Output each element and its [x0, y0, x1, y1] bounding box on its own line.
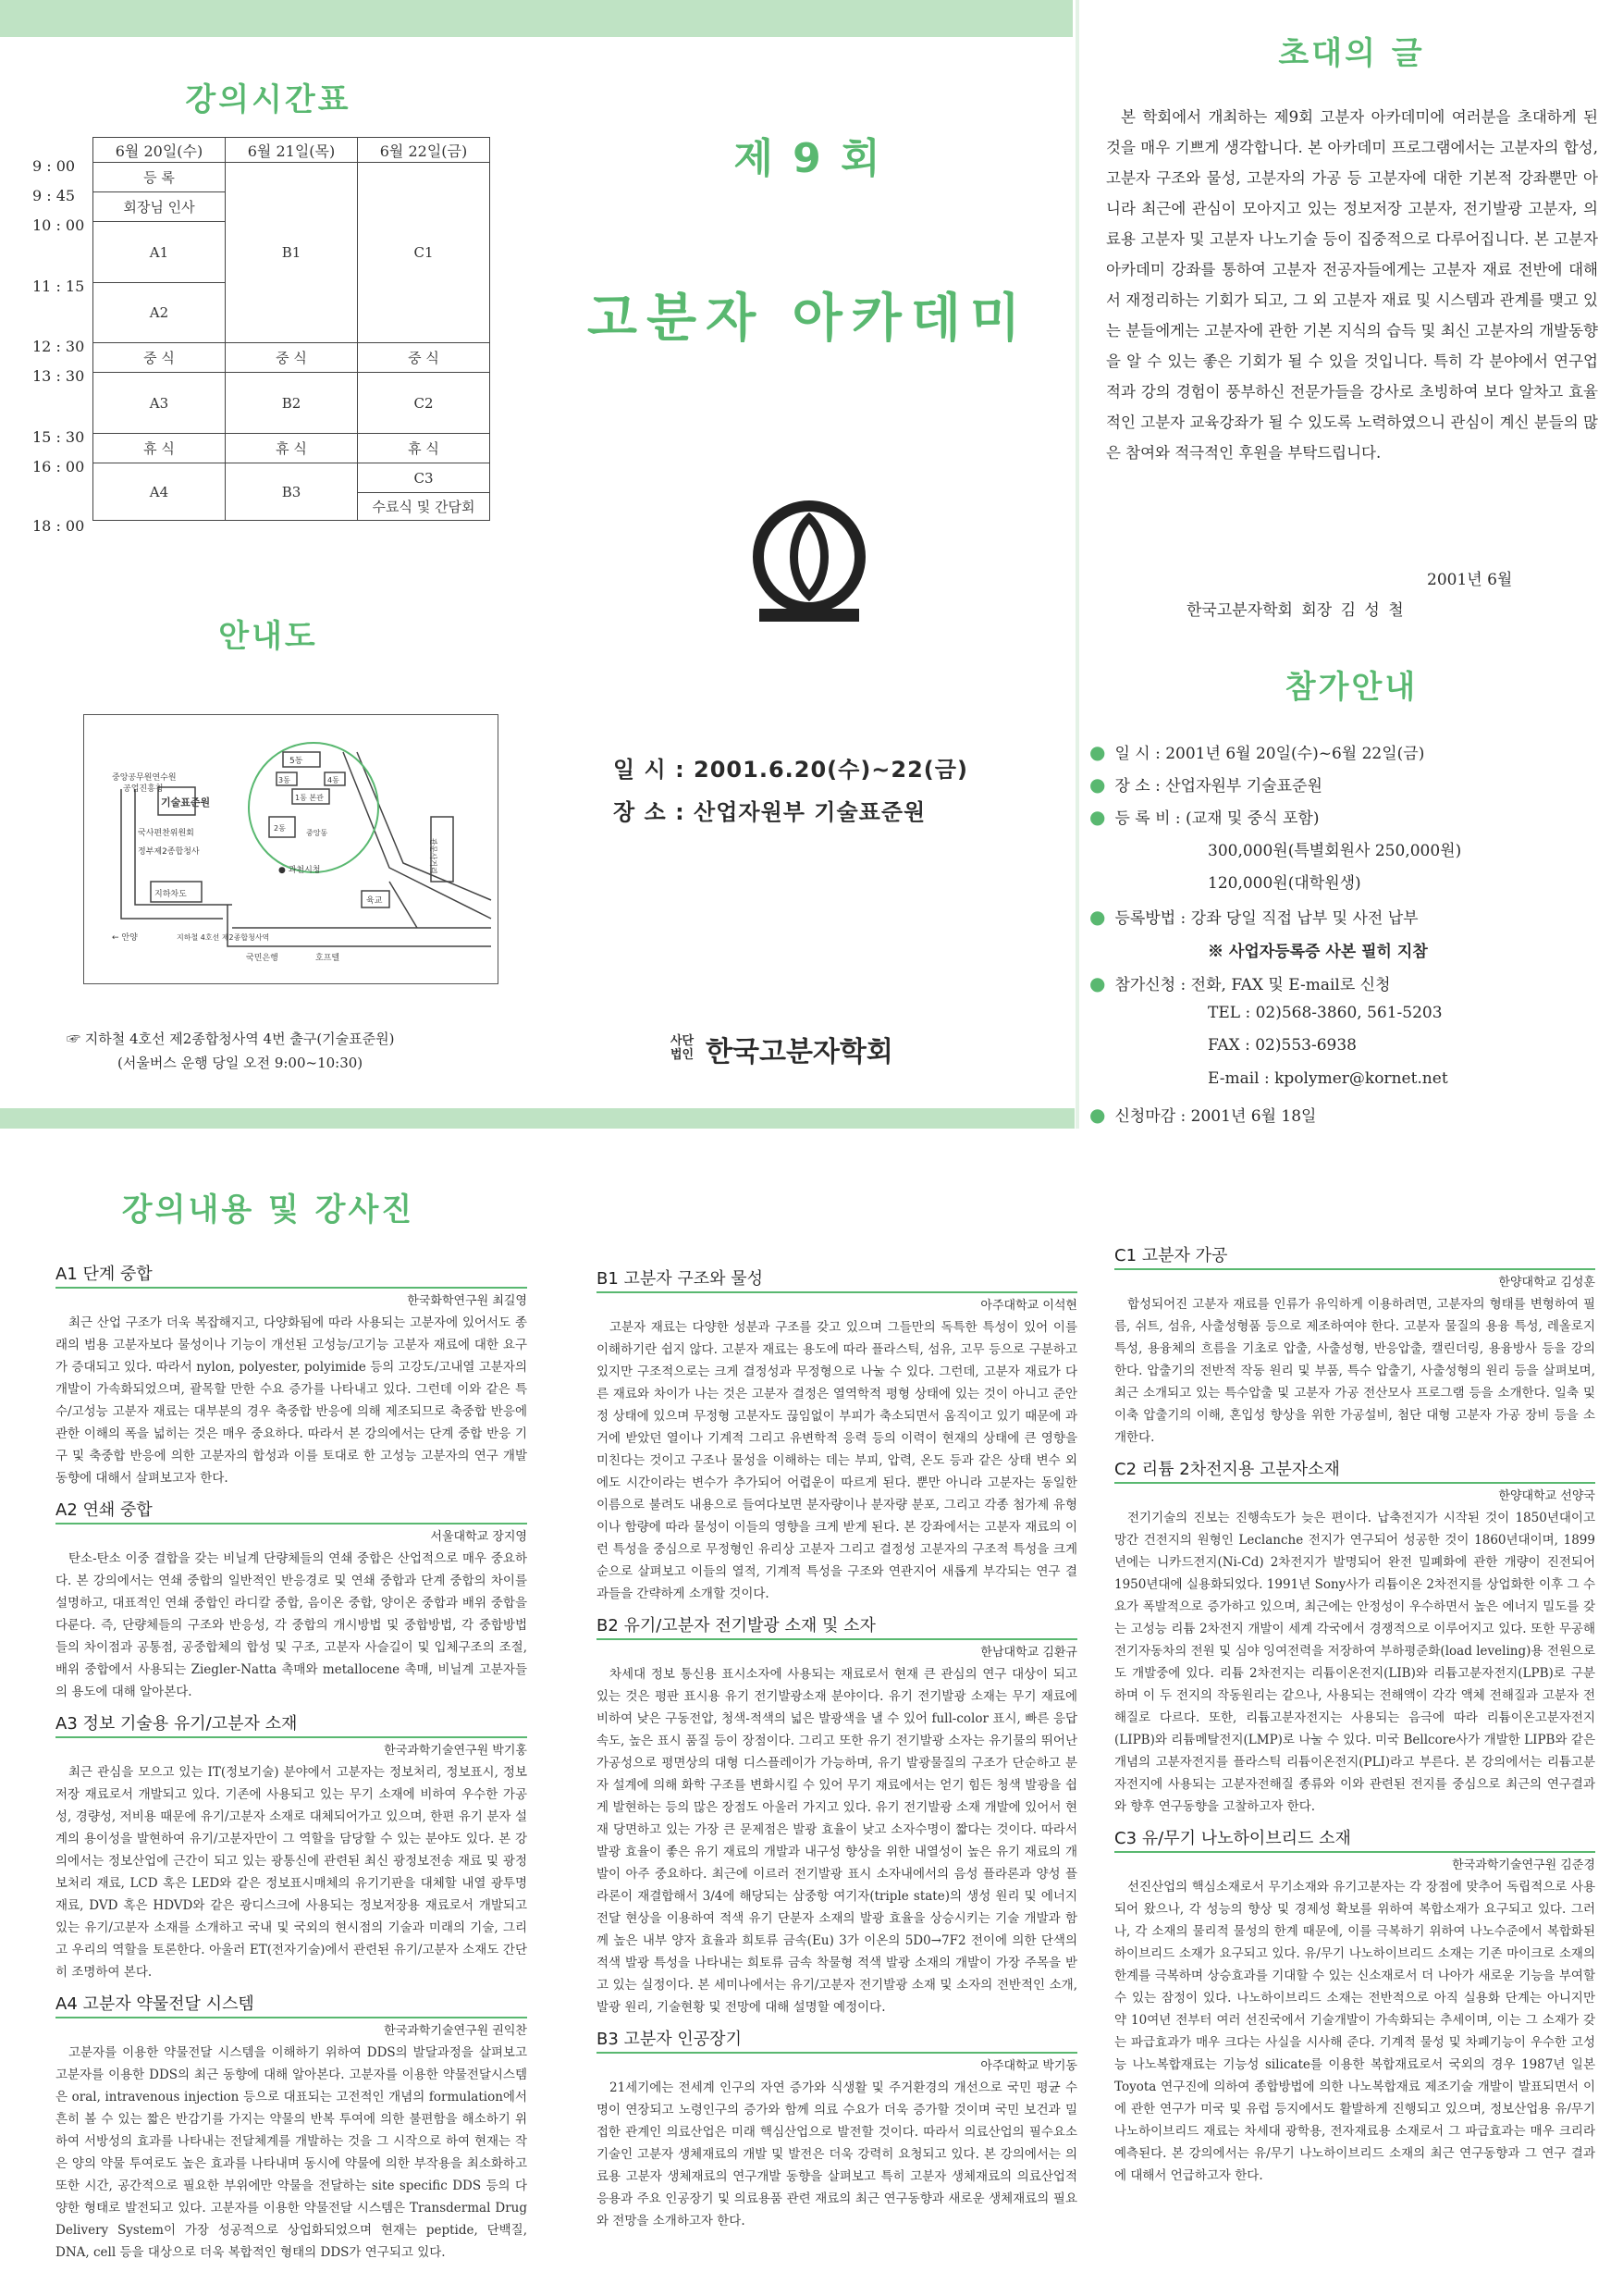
info-fee-1: 300,000원(특별회원사 250,000원)	[1208, 842, 1462, 860]
lecture-b2	[596, 1612, 1077, 2018]
invitation-date: 2001년 6월	[1427, 571, 1513, 589]
info-email: E-mail : kpolymer@kornet.net	[1208, 1069, 1448, 1088]
lecture-author: 아주대학교 박기동	[980, 2059, 1077, 2073]
map-label: 중앙동	[306, 829, 328, 837]
lecture-c1	[1114, 1242, 1595, 1449]
lecture-title: B3 고분자 인공장기	[596, 2026, 1077, 2054]
middle-band	[0, 1108, 1075, 1129]
lecture-author: 아주대학교 이석현	[980, 1299, 1077, 1313]
lecture-b1	[596, 1265, 1077, 1605]
time-label: 18 : 00	[32, 517, 85, 535]
map-label: 4동	[327, 776, 339, 784]
lecture-author: 한국과학기술연구원 권익찬	[384, 2024, 527, 2038]
org-prefix	[670, 1034, 694, 1062]
lecture-title: B2 유기/고분자 전기발광 소재 및 소자	[596, 1612, 1077, 1640]
map-label: 관문사거리	[429, 838, 437, 874]
lecture-body: 선진산업의 핵심소재로서 무기소재와 유기고분자는 각 장점에 맞추어 독립적으로 사용되어 왔으나, 각 성능의 향상 및 경제성 확보를 위하여 복합소재가 요구되고 있다. 그러나, 각 소재의 물리적 물성의 한계 때문에, 이를 극복하기 위하여 나노수준에서 복합화된 하이브리드 소재가 요구되고 있다. 유/무기 나노하이브리드 소재는 기존 마이크로 소재의 한계를 극복하며 상승효과를 기대할 수 있는 신소재로서 더 나아가 새로운 기능을 부여할 수 있는 잠정이 있다. 나노하이브리드 소재는 전반적으로 아직 실용화 단계는 아니지만 약 10여년 전부터 여러 선진국에서 기술개발이 가속화되는 추세이며, 이는 그 소재가 갖는 파급효과가 매우 크다는 사실을 시사해 준다. 기계적 물성 및 차폐기능이 우수한 고성능 나노복합재료는 기능성 silicate를 이용한 복합재료로서 국외의 경우 1987년 일본 Toyota 연구진에 의하여 종합방법에 의한 나노복합재료 제조기술 개발이 발표되면서 이에 관한 연구가 미국 및 유럽 등지에서도 활발하게 진행되고 있으며, 정보산업용 유/무기 나노하이브리드 재료는 차세대 광학용, 전자재료용 소재로서 그 파급효과는 매우 크리라 예측된다. 본 강의에서는 유/무기 나노하이브리드 소재의 최근 연구동향과 그 연구 결과에 대해서 언급하고자 한다.	[1114, 1880, 1595, 2183]
lecture-a1	[55, 1261, 527, 1489]
slot-closing: 수료식 및 간담회	[358, 493, 490, 521]
slot-a2: A2	[93, 283, 226, 343]
time-label: 12 : 30	[32, 338, 85, 355]
time-label: 15 : 30	[32, 428, 85, 446]
lecture-body: 고분자 재료는 다양한 성분과 구조를 갖고 있으며 그들만의 독특한 특성이 있어 이를 이해하기란 쉽지 않다. 고분자 재료는 용도에 따라 플라스틱, 섬유, 고무 등으로 구분하고 있지만 구조적으로는 크게 결정성과 무정형으로 나눌 수 있다. 그런데, 고분자 재료가 다른 재료와 차이가 나는 것은 고분자 결정은 열역학적 평형 상태에 있는 것이 아니고 준안정 상태에 있으며 무정형 고분자도 끊임없이 부피가 축소되면서 움직이고 있기 때문에 과거에 받았던 열이나 기계적 그리고 유변학적 응력 등의 이력이 현재의 상태에 큰 영향을 미친다는 것이고 구조나 물성을 이해하는 데는 부피, 압력, 온도 등과 같은 상태 변수 외에도 시간이라는 변수가 추가되어 어렵운이 따르게 된다. 뿐만 아니라 고분자는 동일한 이름으로 불려도 내용으로 들여다보면 분자량이나 분자량 분포, 그리고 각종 첨가제 유형이나 함량에 따라 물성이 이들의 영향을 크게 받게 된다. 본 강좌에서는 고분자 재료의 이런 특성을 중심으로 무정형인 유리상 고분자 그리고 결정성 고분자의 구조적 특성을 크게 순으로 살펴보고 이들의 열적, 기계적 특성을 구조와 연관지어 새롭게 부각되는 연구 결과들을 간략하게 소개할 것이다.	[596, 1320, 1077, 1601]
time-label: 16 : 00	[32, 458, 85, 475]
time-label: 9 : 45	[32, 187, 76, 204]
lecture-author: 한국과학기술연구원 박기홍	[384, 1744, 527, 1758]
lecture-author: 한양대학교 김성훈	[1498, 1276, 1595, 1290]
info-method-text: 등록방법 : 강좌 당일 직접 납부 및 사전 납부	[1114, 909, 1419, 928]
org-prefix-1: 사단	[670, 1034, 695, 1048]
cover-panel	[539, 56, 1077, 1110]
lecture-body: 고분자를 이용한 약물전달 시스템을 이해하기 위하여 DDS의 발달과정을 살펴보고 고분자를 이용한 DDS의 최근 동향에 대해 알아본다. 고분자를 이용한 약물전달시스템은 oral, intravenous injection 등으로 대표되는 고전적인 개념의 formulation에서 흔히 볼 수 있는 짧은 반감기를 가지는 약물의 반복 투여에 의한 불편함을 해소하기 위하여 서방성의 효과를 나타내는 전달체계를 개발하는 것을 그 시작으로 하여 현재는 작은 양의 약물 투여로도 높은 효과를 나타내며 동시에 약물에 의한 부작용을 최소화하고 또한 시간, 공간적으로 필요한 부위에만 약물을 전달하는 site specific DDS 등의 다양한 형태로 발전되고 있다. 고분자를 이용한 약물전달 시스템은 Transdermal Drug Delivery System이 가장 성공적으로 상업화되었으며 현재는 peptide, 단백질, DNA, cell 등을 대상으로 더욱 복합적인 형태의 DDS가 연구되고 있다.	[55, 2045, 527, 2260]
lecture-c2	[1114, 1456, 1595, 1818]
slot-a3: A3	[93, 373, 226, 434]
info-place-text: 장 소 : 산업자원부 기술표준원	[1114, 777, 1322, 796]
lecture-column-2	[596, 1258, 1077, 2228]
slot-break: 휴 식	[93, 434, 226, 463]
slot-registration: 등 록	[93, 163, 226, 192]
map-label: 5동	[289, 757, 303, 766]
map-label: 지하철 4호선 제2종합청사역	[177, 933, 270, 942]
lecture-title: A3 정보 기술용 유기/고분자 소재	[55, 1710, 527, 1738]
lecture-title: A4 고분자 약물전달 시스템	[55, 1991, 527, 2018]
lecture-title: A1 단계 중합	[55, 1261, 527, 1289]
lectures-title: 강의내용 및 강사진	[121, 1191, 415, 1228]
lecture-author: 한남대학교 김환규	[980, 1646, 1077, 1660]
invitation-panel	[1080, 35, 1623, 1126]
slot-break: 휴 식	[226, 434, 358, 463]
lecture-title: C2 리튬 2차전지용 고분자소재	[1114, 1456, 1595, 1484]
map-label: ← 안양	[112, 933, 138, 943]
slot-c1: C1	[358, 163, 490, 343]
map-caption-line1: ☞ 지하철 4호선 제2종합청사역 4번 출구(기술표준원)	[67, 1031, 395, 1047]
slot-a4: A4	[93, 463, 226, 521]
info-deadline-text: 신청마감 : 2001년 6월 18일	[1114, 1107, 1317, 1126]
slot-a1: A1	[93, 222, 226, 283]
lecture-body: 합성되어진 고분자 재료를 인류가 유익하게 이용하려면, 고분자의 형태를 변형하여 필름, 쉬트, 섬유, 사출성형품 등으로 제조하여야 한다. 고분자 물질의 용융 특성, 레올로지 특성, 용융체의 흐름을 기초로 압출, 사출성형, 반응압출, 캘린더링, 용융방사 등을 강의한다. 압출기의 전반적 작동 원리 및 부품, 특수 압출기, 사출성형의 원리 등을 살펴보며, 최근 소개되고 있는 특수압출 및 고분자 가공 전산모사 프로그램 등을 소개한다. 일축 및 이축 압출기의 이해, 혼입성 향상을 위한 가공설비, 첨단 대형 고분자 가공 장비 등을 소개한다.	[1114, 1297, 1595, 1445]
map-label: 공업진흥청	[123, 784, 164, 794]
edition-label: 제 9 회	[733, 135, 883, 182]
map-label: 육교	[366, 896, 383, 906]
day-header: 6월 22일(금)	[358, 138, 490, 163]
slot-lunch: 중 식	[93, 343, 226, 373]
slot-c3: C3	[358, 463, 490, 493]
map-label: 3동	[278, 776, 290, 784]
map-title: 안내도	[218, 618, 318, 655]
lecture-c3	[1114, 1825, 1595, 2187]
participation-title: 참가안내	[1285, 669, 1419, 706]
info-date: ● 일 시 : 2001년 6월 20일(수)~6월 22일(금)	[1089, 741, 1425, 763]
lecture-body: 최근 산업 구조가 더욱 복잡해지고, 다양화됨에 따라 사용되는 고분자에 있어서도 종래의 범용 고분자보다 물성이나 기능이 개선된 고성능/고기능 고분자 재료에 대한 요구가 증대되고 있다. 따라서 nylon, polyester, polyimide 등의 고강도/고내열 고분자의 개발이 가속화되었으며, 괄목할 만한 수요 증가를 나타내고 있다. 그런데 이와 같은 특수/고성능 고분자 재료는 대부분의 경우 축중합 반응에 의해 제조되므로 축중합 반응에 관한 이해의 폭을 넓히는 것은 매우 중요하다. 따라서 본 강의에서는 단계 중합 반응 기구 및 축중합 반응에 의한 고분자의 합성과 이를 토대로 한 고성능 고분자의 연구 개발 동향에 대해서 살펴보고자 한다.	[55, 1315, 527, 1486]
lecture-title: A2 연쇄 중합	[55, 1497, 527, 1524]
lecture-author: 서울대학교 장지영	[430, 1530, 527, 1544]
info-fee: ● 등 록 비 : (교재 및 중식 포함)	[1089, 806, 1320, 828]
slot-greeting: 회장님 인사	[93, 192, 226, 222]
map-label: 기술표준원	[161, 796, 211, 809]
map-label: 지하차도	[154, 890, 187, 899]
lecture-body: 차세대 정보 통신용 표시소자에 사용되는 재료로서 현재 큰 관심의 연구 대상이 되고 있는 것은 평판 표시용 유기 전기발광소재 분야이다. 유기 전기발광 소재는 무기 재료에 비하여 낮은 구동전압, 청색-적색의 넓은 발광색을 낼 수 있어 full-color 표시, 빠른 응답 속도, 높은 표시 품질 등이 장점이다. 그리고 또한 유기 전기발광 소자는 유기물의 뛰어난 가공성으로 평면상의 대형 디스플레이가 가능하며, 유기 발광물질의 구조가 단순하고 분자 설계에 의해 화학 구조를 변화시킬 수 있어 무기 재료에서는 얻기 힘든 청색 발광을 쉽게 발현하는 등의 많은 장점도 아울러 가지고 있다. 유기 전기발광 소재 개발에 있어서 현재 당면하고 있는 가장 큰 문제점은 발광 효율이 낮고 소자수명이 짧다는 것이다. 따라서 발광 효율이 좋은 유기 재료의 개발과 내구성 향상을 위한 내열성이 높은 유기 재료의 개발이 아주 중요하다. 최근에 이르러 전기발광 표시 소자내에서의 음성 플라론과 양성 플라론이 재결합해서 3/4에 해당되는 삼중항 여기자(triple state)의 생성 원리 및 에너지 전달 현상을 이용하여 적색 유기 단분자 소재의 발광 효율을 상승시키는 기술 개발과 함께 높은 내부 양자 효율과 희토류 금속(Eu) 3가 이온의 5D0→7F2 전이에 의한 단색의 적색 발광 특성을 나타내는 희토류 금속 착물형 적색 발광 소재의 개발이 가장 주목을 받고 있는 실정이다. 본 세미나에서는 유기/고분자 전기발광 소재 및 소자의 전반적인 소개, 발광 원리, 기술현황 및 전망에 대해 설명할 예정이다.	[596, 1667, 1077, 2015]
lecture-a2	[55, 1497, 527, 1703]
map-label: 중앙공무원연수원	[112, 773, 177, 783]
map-label: 국사편찬위원회	[138, 829, 194, 838]
map-label: 정부제2종합청사	[138, 847, 200, 857]
lecture-body: 21세기에는 전세계 인구의 자연 증가와 식생활 및 주거환경의 개선으로 국민 평균 수명이 연장되고 노령인구의 증가와 함께 의료 수요가 더욱 증가할 것이며 국민 보건과 밀접한 관계인 의료산업은 미래 핵심산업으로 발전할 것이다. 따라서 의료산업의 필수요소 기술인 고분자 생체재료의 개발 및 발전은 더욱 강력히 요청되고 있다. 본 강의에서는 의료용 고분자 생체재료의 연구개발 동향을 살펴보고 특히 고분자 생체재료의 의료산업적 응용과 주요 인공장기 및 의료용품 관련 재료의 최근 연구동향과 새로운 생체재료의 필요와 전망을 소개하고자 한다.	[596, 2080, 1077, 2228]
map-label: 1동 본관	[295, 794, 324, 802]
map-label: ● 과천시청	[278, 866, 321, 875]
info-date-text: 일 시 : 2001년 6월 20일(수)~6월 22일(금)	[1114, 745, 1425, 763]
slot-lunch: 중 식	[358, 343, 490, 373]
info-note: ※ 사업자등록증 사본 필히 지참	[1208, 943, 1428, 961]
slot-b3: B3	[226, 463, 358, 521]
lecture-title: C3 유/무기 나노하이브리드 소재	[1114, 1825, 1595, 1853]
map-label: 2동	[274, 824, 286, 833]
slot-c2: C2	[358, 373, 490, 434]
lecture-a4	[55, 1991, 527, 2260]
info-deadline: ● 신청마감 : 2001년 6월 18일	[1089, 1104, 1317, 1126]
lecture-author: 한양대학교 선양국	[1498, 1489, 1595, 1503]
info-fax: FAX : 02)553-6938	[1208, 1036, 1357, 1055]
lecture-b3	[596, 2026, 1077, 2228]
org-name: 한국고분자학회	[706, 1036, 893, 1068]
info-apply: ● 참가신청 : 전화, FAX 및 E-mail로 신청	[1089, 972, 1391, 994]
time-label: 13 : 30	[32, 367, 85, 385]
time-label: 11 : 15	[32, 278, 85, 295]
map-label: 국민은행	[246, 954, 278, 963]
invitation-signature: 한국고분자학회 회장 김 성 철	[1187, 601, 1404, 620]
invitation-title: 초대의 글	[1278, 35, 1425, 72]
map-caption-line2: (서울버스 운행 당일 오전 9:00~10:30)	[117, 1055, 363, 1071]
info-fee-2: 120,000원(대학원생)	[1208, 874, 1361, 893]
info-place: ● 장 소 : 산업자원부 기술표준원	[1089, 773, 1322, 796]
info-method: ● 등록방법 : 강좌 당일 직접 납부 및 사전 납부	[1089, 906, 1419, 928]
lecture-a3	[55, 1710, 527, 1983]
academy-title: 고분자 아카데미	[586, 289, 1030, 349]
info-fee-text: 등 록 비 : (교재 및 중식 포함)	[1114, 809, 1320, 828]
schedule-panel	[0, 56, 536, 1110]
info-apply-text: 참가신청 : 전화, FAX 및 E-mail로 신청	[1114, 976, 1391, 994]
lecture-title: B1 고분자 구조와 물성	[596, 1265, 1077, 1293]
map-drawing	[84, 715, 498, 983]
lecture-body: 탄소-탄소 이중 결합을 갖는 비닐계 단량체들의 연쇄 중합은 산업적으로 매우 중요하다. 본 강의에서는 연쇄 중합의 일반적인 반응경로 및 연쇄 중합과 단계 중합의 차이를 설명하고, 대표적인 연쇄 중합인 라디칼 중합, 음이온 중합, 양이온 중합과 배위 중합을 다룬다. 즉, 단량체들의 구조와 반응성, 각 중합의 개시방법 및 중합방법, 각 중합방법 들의 차이점과 공통점, 공중합체의 합성 및 구조, 고분자 사슬길이 및 입체구조의 조절, 배위 중합에서 사용되는 Ziegler-Natta 촉매와 metallocene 촉매, 비닐계 고분자들의 용도에 대해 알아본다.	[55, 1551, 527, 1699]
time-label: 10 : 00	[32, 216, 85, 234]
lecture-author: 한국화학연구원 최길영	[407, 1294, 527, 1308]
location-map	[83, 714, 498, 984]
time-label: 9 : 00	[32, 157, 76, 175]
schedule-title: 강의시간표	[185, 81, 351, 118]
slot-break: 휴 식	[358, 434, 490, 463]
slot-lunch: 중 식	[226, 343, 358, 373]
lecture-column-3	[1114, 1235, 1595, 2187]
slot-b1: B1	[226, 163, 358, 343]
day-header: 6월 21일(목)	[226, 138, 358, 163]
lecture-body: 최근 관심을 모으고 있는 IT(정보기술) 분야에서 고분자는 정보처리, 정보표시, 정보저장 재료로서 개발되고 있다. 기존에 사용되고 있는 무기 소재에 비하여 우수한 가공성, 경량성, 저비용 때문에 유기/고분자 소재로 대체되어가고 있으며, 한편 유기 분자 설계의 용이성을 발현하여 유기/고분자만이 그 역할을 담당할 수 있는 분야도 있다. 본 강의에서는 정보산업에 근간이 되고 있는 광통신에 관련된 최신 광정보전송 재료 및 광정보처리 재료, LCD 혹은 LED와 같은 정보표시매체의 유기기판을 대체할 내열 광투명 재료, DVD 혹은 HDVD와 같은 광디스크에 사용되는 정보저장용 재료로서 개발되고 있는 유기/고분자 소재를 소개하고 국내 및 국외의 현시점의 기술과 미래의 기술, 그리고 우리의 역할을 토론한다. 아울러 ET(전자기술)에서 관련된 유기/고분자 소재도 간단히 조명하여 본다.	[55, 1765, 527, 1980]
event-date: 일 시 : 2001.6.20(수)~22(금)	[613, 757, 968, 783]
invitation-body: 본 학회에서 개최하는 제9회 고분자 아카데미에 여러분을 초대하게 된 것을 매우 기쁘게 생각합니다. 본 아카데미 프로그램에서는 고분자의 합성, 고분자 구조와 물성, 고분자의 가공 등 고분자에 대한 기본적 강좌뿐만 아니라 최근에 관심이 모아지고 있는 정보저장 고분자, 전기발광 고분자, 의료용 고분자 및 고분자 나노기술 등이 집중적으로 다루어집니다. 본 고분자 아카데미 강좌를 통하여 고분자 전공자들에게는 고분자 재료 전반에 대해서 재정리하는 기회가 되고, 그 외 고분자 재료 및 시스템과 관계를 맺고 있는 분들에게는 고분자에 관한 기본 지식의 습득 및 최신 고분자의 개발동향을 알 수 있는 좋은 기회가 될 수 있을 것입니다. 특히 각 분야에서 연구업적과 강의 경험이 풍부하신 전문가들을 강사로 초빙하여 보다 알차고 효율적인 고분자 교육강좌가 될 수 있도록 노력하였으니 관심이 계신 분들의 많은 참여와 적극적인 후원을 부탁드립니다.	[1106, 108, 1598, 462]
slot-b2: B2	[226, 373, 358, 434]
info-tel: TEL : 02)568-3860, 561-5203	[1208, 1004, 1443, 1022]
day-header: 6월 20일(수)	[93, 138, 226, 163]
schedule-table	[92, 137, 490, 521]
top-band-left	[0, 0, 1073, 37]
event-place: 장 소 : 산업자원부 기술표준원	[613, 799, 927, 825]
society-logo	[752, 500, 867, 629]
org-prefix-2: 법인	[670, 1048, 695, 1062]
lecture-author: 한국과학기술연구원 김준경	[1452, 1858, 1595, 1872]
map-label: 호프텔	[315, 954, 340, 963]
lecture-title: C1 고분자 가공	[1114, 1242, 1595, 1270]
lecture-body: 전기기술의 진보는 진행속도가 늦은 편이다. 납축전지가 시작된 것이 1850년대이고 망간 건전지의 원형인 Leclanche 전지가 연구되어 성공한 것이 1860년대이며, 1899년에는 니카드전지(Ni-Cd) 2차전지가 발명되어 완전 밀폐화에 관한 개량이 진전되어 1950년대에 실용화되었다. 1991년 Sony사가 리튬이온 2차전지를 상업화한 이후 그 수요가 폭발적으로 증가하고 있으며, 최근에는 안정성이 우수하면서 높은 에너지 밀도를 갖는 고성능 리튬 2차전지 개발이 세계 각국에서 경쟁적으로 이루어지고 있다. 또한 무공해 전기자동차의 전원 및 심야 잉여전력을 저장하여 부하평준화(load leveling)용 전원으로도 개발중에 있다. 리튬 2차전지는 리튬이온전지(LIB)와 리튬고분자전지(LPB)로 구분하며 이 두 전지의 작동원리는 같으나, 사용되는 전해액이 각각 액체 전해질과 고분자 전해질로 다르다. 또한, 리튬고분자전지는 사용되는 음극에 따라 리튬이온고분자전지(LIPB)와 리튬메탈전지(LMP)로 나눌 수 있다. 미국 Bellcore사가 개발한 LIPB와 같은 개념의 고분자전지를 플라스틱 리튬이온전지(PLI)라고 부른다. 본 강의에서는 리튬고분자전지에 사용되는 고분자전해질 종류와 이와 관련된 전지를 중심으로 최근의 연구결과와 향후 연구동향을 고찰하고자 한다.	[1114, 1511, 1595, 1814]
lecture-column-1	[55, 1253, 527, 2260]
